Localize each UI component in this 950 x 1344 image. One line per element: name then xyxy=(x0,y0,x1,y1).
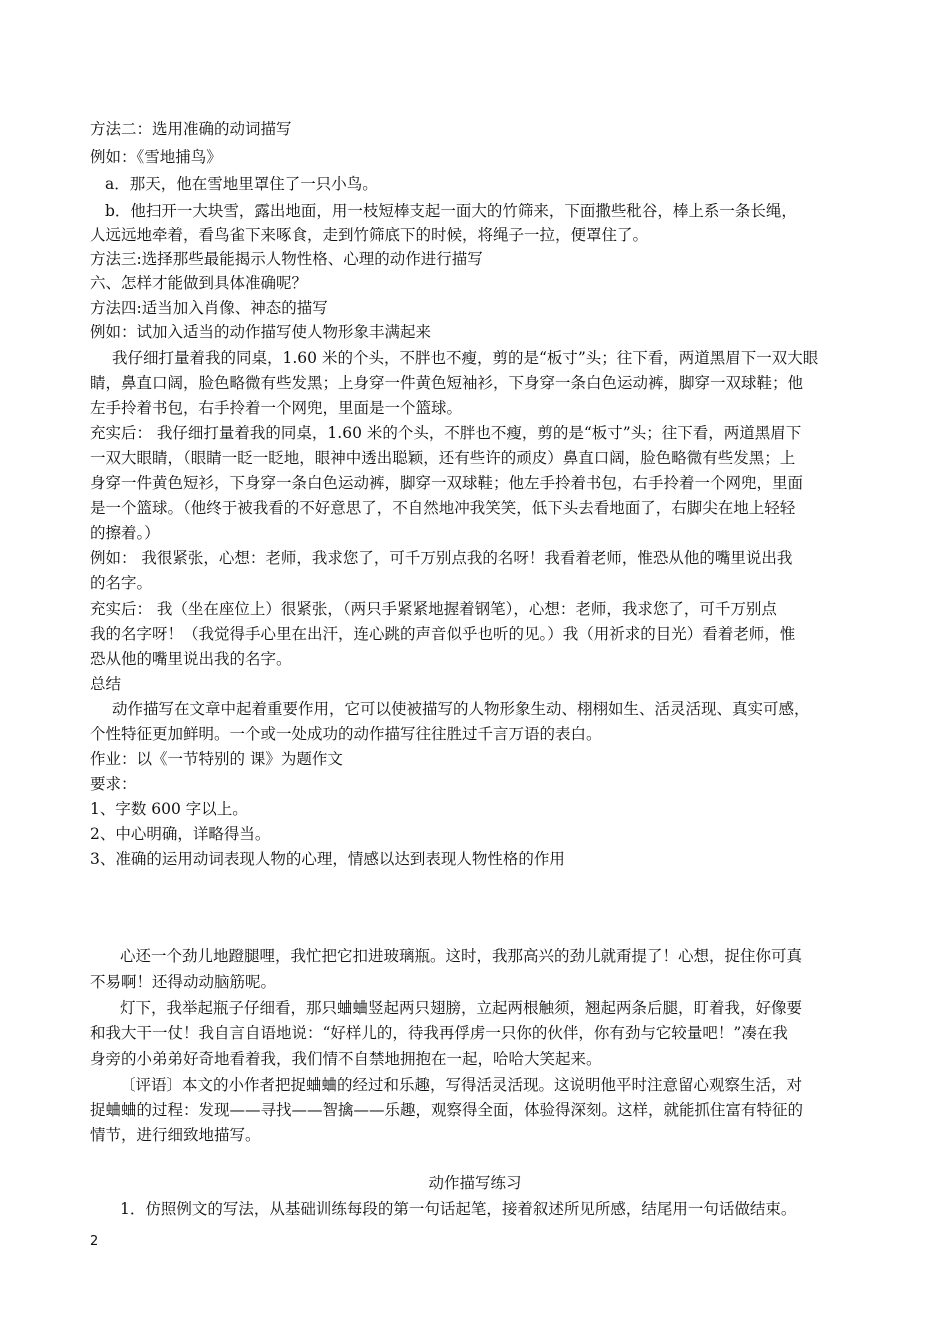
enriched-para-line4: 是一个篮球。（他终于被我看的不好意思了，不自然地冲我笑笑，低下头去看地面了，右脚尖在地上轻轻 xyxy=(90,499,796,517)
summary-heading: 总结 xyxy=(90,675,122,693)
story-para2-line1: 灯下，我举起瓶子仔细看，那只蛐蛐竖起两只翅膀，立起两根触须，翘起两条后腿，盯着我，好像要 xyxy=(120,999,803,1017)
story-para1-line1: 心还一个劲儿地蹬腿哩，我忙把它扣进玻璃瓶。这时，我那高兴的劲儿就甭提了！心想，捉住你可真 xyxy=(120,947,803,965)
original-para-line1: 我仔细打量着我的同桌，1.60 米的个头，不胖也不瘦，剪的是“板寸”头；往下看，两道黑眉下一双大眼 xyxy=(112,349,819,367)
requirement-1: 1、字数 600 字以上。 xyxy=(90,800,248,818)
homework-line: 作业：以《一节特别的 课》为题作文 xyxy=(90,750,343,768)
comment-line3: 情节，进行细致地描写。 xyxy=(90,1126,261,1144)
comment-line2: 捉蛐蛐的过程：发现——寻找——智擒——乐趣，观察得全面，体验得深刻。这样，就能抓住富有特征的 xyxy=(90,1101,804,1119)
example-label: 例如：《雪地捕鸟》 xyxy=(90,148,222,166)
method-four-heading: 方法四:适当加入肖像、神态的描写 xyxy=(90,299,328,317)
enriched-para-line2: 一双大眼睛，（眼睛一眨一眨地，眼神中透出聪颖，还有些许的顽皮）鼻直口阔，脸色略微有些发黑；上 xyxy=(90,449,796,467)
story-para1-line2: 不易啊！还得动动脑筋呢。 xyxy=(90,973,277,991)
example-instruction: 例如：试加入适当的动作描写使人物形象丰满起来 xyxy=(90,323,432,341)
enriched2-line3: 恐从他的嘴里说出我的名字。 xyxy=(90,650,292,668)
summary-line2: 个性特征更加鲜明。一个或一处成功的动作描写往往胜过千言万语的表白。 xyxy=(90,725,602,743)
comment-line1: 〔评语〕本文的小作者把捉蛐蛐的经过和乐趣，写得活灵活现。这说明他平时注意留心观察生活，对 xyxy=(120,1076,803,1094)
enriched2-line1: 充实后： 我（坐在座位上）很紧张，（两只手紧紧地握着钢笔），心想：老师，我求您了，可千万别点 xyxy=(90,600,777,618)
section-six-heading: 六、怎样才能做到具体准确呢？ xyxy=(90,274,308,292)
method-two-heading: 方法二：选用准确的动词描写 xyxy=(90,120,292,138)
requirement-3: 3、准确的运用动词表现人物的心理，情感以达到表现人物性格的作用 xyxy=(90,850,565,868)
page-number: 2 xyxy=(90,1234,99,1249)
requirement-2: 2、中心明确，详略得当。 xyxy=(90,825,271,843)
example-a: a．那天，他在雪地里罩住了一只小鸟。 xyxy=(105,175,378,193)
practice-item-1: 1．仿照例文的写法，从基础训练每段的第一句话起笔，接着叙述所见所感，结尾用一句话做结束。 xyxy=(120,1200,797,1218)
example-b-line2: 人远远地牵着，看鸟雀下来啄食，走到竹筛底下的时候，将绳子一拉，便罩住了。 xyxy=(90,226,649,244)
enriched2-line2: 我的名字呀！（我觉得手心里在出汗，连心跳的声音似乎也听的见。）我（用祈求的目光）看着老师，惟 xyxy=(90,625,796,643)
enriched-para-line5: 的擦着。） xyxy=(90,524,160,542)
example2-line1: 例如： 我很紧张，心想：老师，我求您了，可千万别点我的名呀！我看着老师，惟恐从他的嘴里说出我 xyxy=(90,549,793,567)
requirements-heading: 要求： xyxy=(90,775,137,793)
story-para2-line2: 和我大干一仗！我自言自语地说：“好样儿的，待我再俘虏一只你的伙伴，你有劲与它较量吧！”凑在我 xyxy=(90,1024,788,1042)
enriched-para-line3: 身穿一件黄色短衫，下身穿一条白色运动裤，脚穿一双球鞋；他左手拎着书包，右手拎着一个网兜，里面 xyxy=(90,474,804,492)
original-para-line2: 睛，鼻直口阔，脸色略微有些发黑；上身穿一件黄色短袖衫，下身穿一条白色运动裤，脚穿一双球鞋；他 xyxy=(90,374,804,392)
method-three-heading: 方法三:选择那些最能揭示人物性格、心理的动作进行描写 xyxy=(90,250,483,268)
enriched-para-line1: 充实后： 我仔细打量着我的同桌，1.60 米的个头，不胖也不瘦，剪的是“板寸”头；往下看，两道黑眉下 xyxy=(90,424,802,442)
example-b-line1: b．他扫开一大块雪，露出地面，用一枝短棒支起一面大的竹筛来，下面撒些秕谷，棒上系一条长绳， xyxy=(105,202,797,220)
example2-line2: 的名字。 xyxy=(90,574,153,592)
practice-title: 动作描写练习 xyxy=(428,1174,522,1192)
story-para2-line3: 身旁的小弟弟好奇地看着我，我们情不自禁地拥抱在一起，哈哈大笑起来。 xyxy=(90,1050,602,1068)
original-para-line3: 左手拎着书包，右手拎着一个网兜，里面是一个篮球。 xyxy=(90,399,463,417)
summary-line1: 动作描写在文章中起着重要作用，它可以使被描写的人物形象生动、栩栩如生、活灵活现、真实可感， xyxy=(112,700,810,718)
